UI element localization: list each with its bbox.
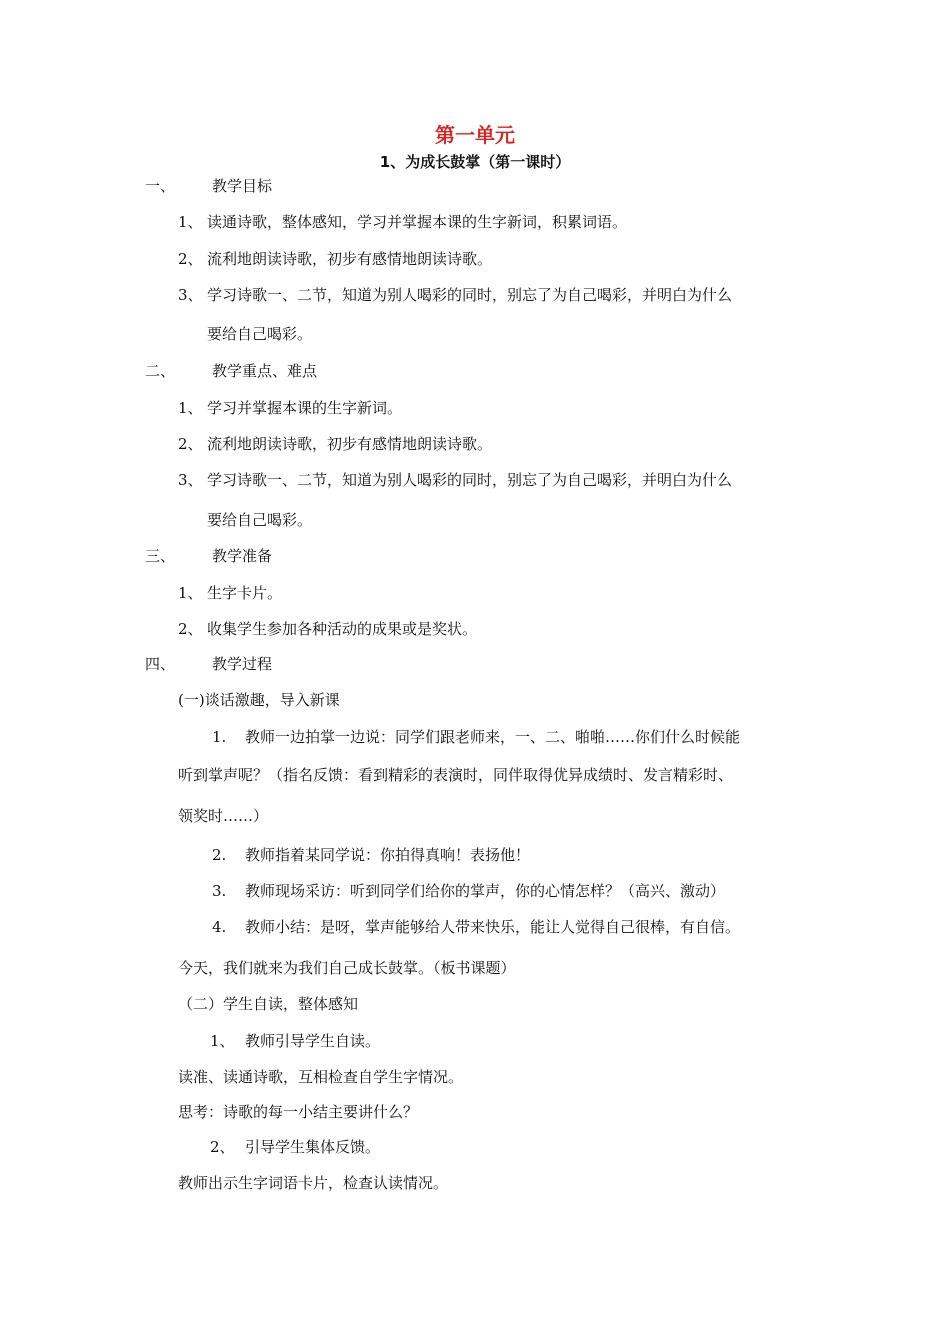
step-number: 3. [212,882,227,900]
item-number: 1、 [178,399,203,417]
list-item [178,212,203,232]
item-text: 生字卡片。 [207,584,283,602]
item-number: 1、 [178,584,203,602]
paragraph: 思考：诗歌的每一小结主要讲什么？ [178,1103,419,1121]
step-text: 教师现场采访：听到同学们给你的掌声，你的心情怎样？（高兴、激动） [245,882,726,900]
section-number: 三、 [145,547,176,565]
section-number: 一、 [145,177,176,195]
subsection-title: (一)谈话激趣，导入新课 [178,691,340,709]
step-text: 教师一边拍掌一边说：同学们跟老师来，一、二、啪啪……你们什么时候能 [245,728,741,746]
item-text: 流利地朗读诗歌，初步有感情地朗读诗歌。 [207,435,493,453]
item-text: 学习诗歌一、二节，知道为别人喝彩的同时，别忘了为自己喝彩，并明白为什么 [207,471,733,489]
step-text-continuation: 领奖时……） [178,807,269,825]
paragraph: 今天，我们就来为我们自己成长鼓掌。（板书课题） [178,959,516,977]
item-number: 2、 [178,620,203,638]
paragraph: 读准、读通诗歌，互相检查自学生字情况。 [178,1068,464,1086]
section-label: 教学准备 [212,547,273,565]
item-text: 学习诗歌一、二节，知道为别人喝彩的同时，别忘了为自己喝彩，并明白为什么 [207,286,733,304]
item-number: 1、 [210,1032,235,1050]
section-label: 教学重点、难点 [212,362,318,380]
item-number: 3、 [178,286,203,304]
item-text-continuation: 要给自己喝彩。 [207,325,313,343]
paragraph: 教师出示生字词语卡片，检查认读情况。 [178,1174,449,1192]
item-text-continuation: 要给自己喝彩。 [207,511,313,529]
step-number: 4. [212,918,227,936]
subsection-title: （二）学生自读，整体感知 [178,995,359,1013]
step-text: 教师小结：是呀，掌声能够给人带来快乐，能让人觉得自己很棒，有自信。 [245,918,741,936]
item-text: 收集学生参加各种活动的成果或是奖状。 [207,620,478,638]
section-number: 四、 [145,655,176,673]
item-text: 教师引导学生自读。 [245,1032,381,1050]
step-text-continuation: 听到掌声呢？（指名反馈：看到精彩的表演时，同伴取得优异成绩时、发言精彩时、 [178,766,734,784]
item-text: 流利地朗读诗歌，初步有感情地朗读诗歌。 [207,250,493,268]
item-number: 2、 [210,1138,235,1156]
item-number: 3、 [178,471,203,489]
item-text: 学习并掌握本课的生字新词。 [207,399,403,417]
step-text: 教师指着某同学说：你拍得真响！表扬他！ [245,846,531,864]
item-text: 读通诗歌，整体感知，学习并掌握本课的生字新词，积累词语。 [207,213,628,231]
section-label: 教学目标 [212,177,273,195]
lesson-title: 1、为成长鼓掌（第一课时） [379,153,571,171]
step-number: 2. [212,846,227,864]
section-number: 二、 [145,362,176,380]
unit-title: 第一单元 [435,123,515,147]
section-label: 教学过程 [212,655,273,673]
step-number: 1. [212,728,227,746]
item-number: 2、 [178,250,203,268]
item-text: 引导学生集体反馈。 [245,1138,381,1156]
item-number: 1、 [178,213,203,231]
item-number: 2、 [178,435,203,453]
